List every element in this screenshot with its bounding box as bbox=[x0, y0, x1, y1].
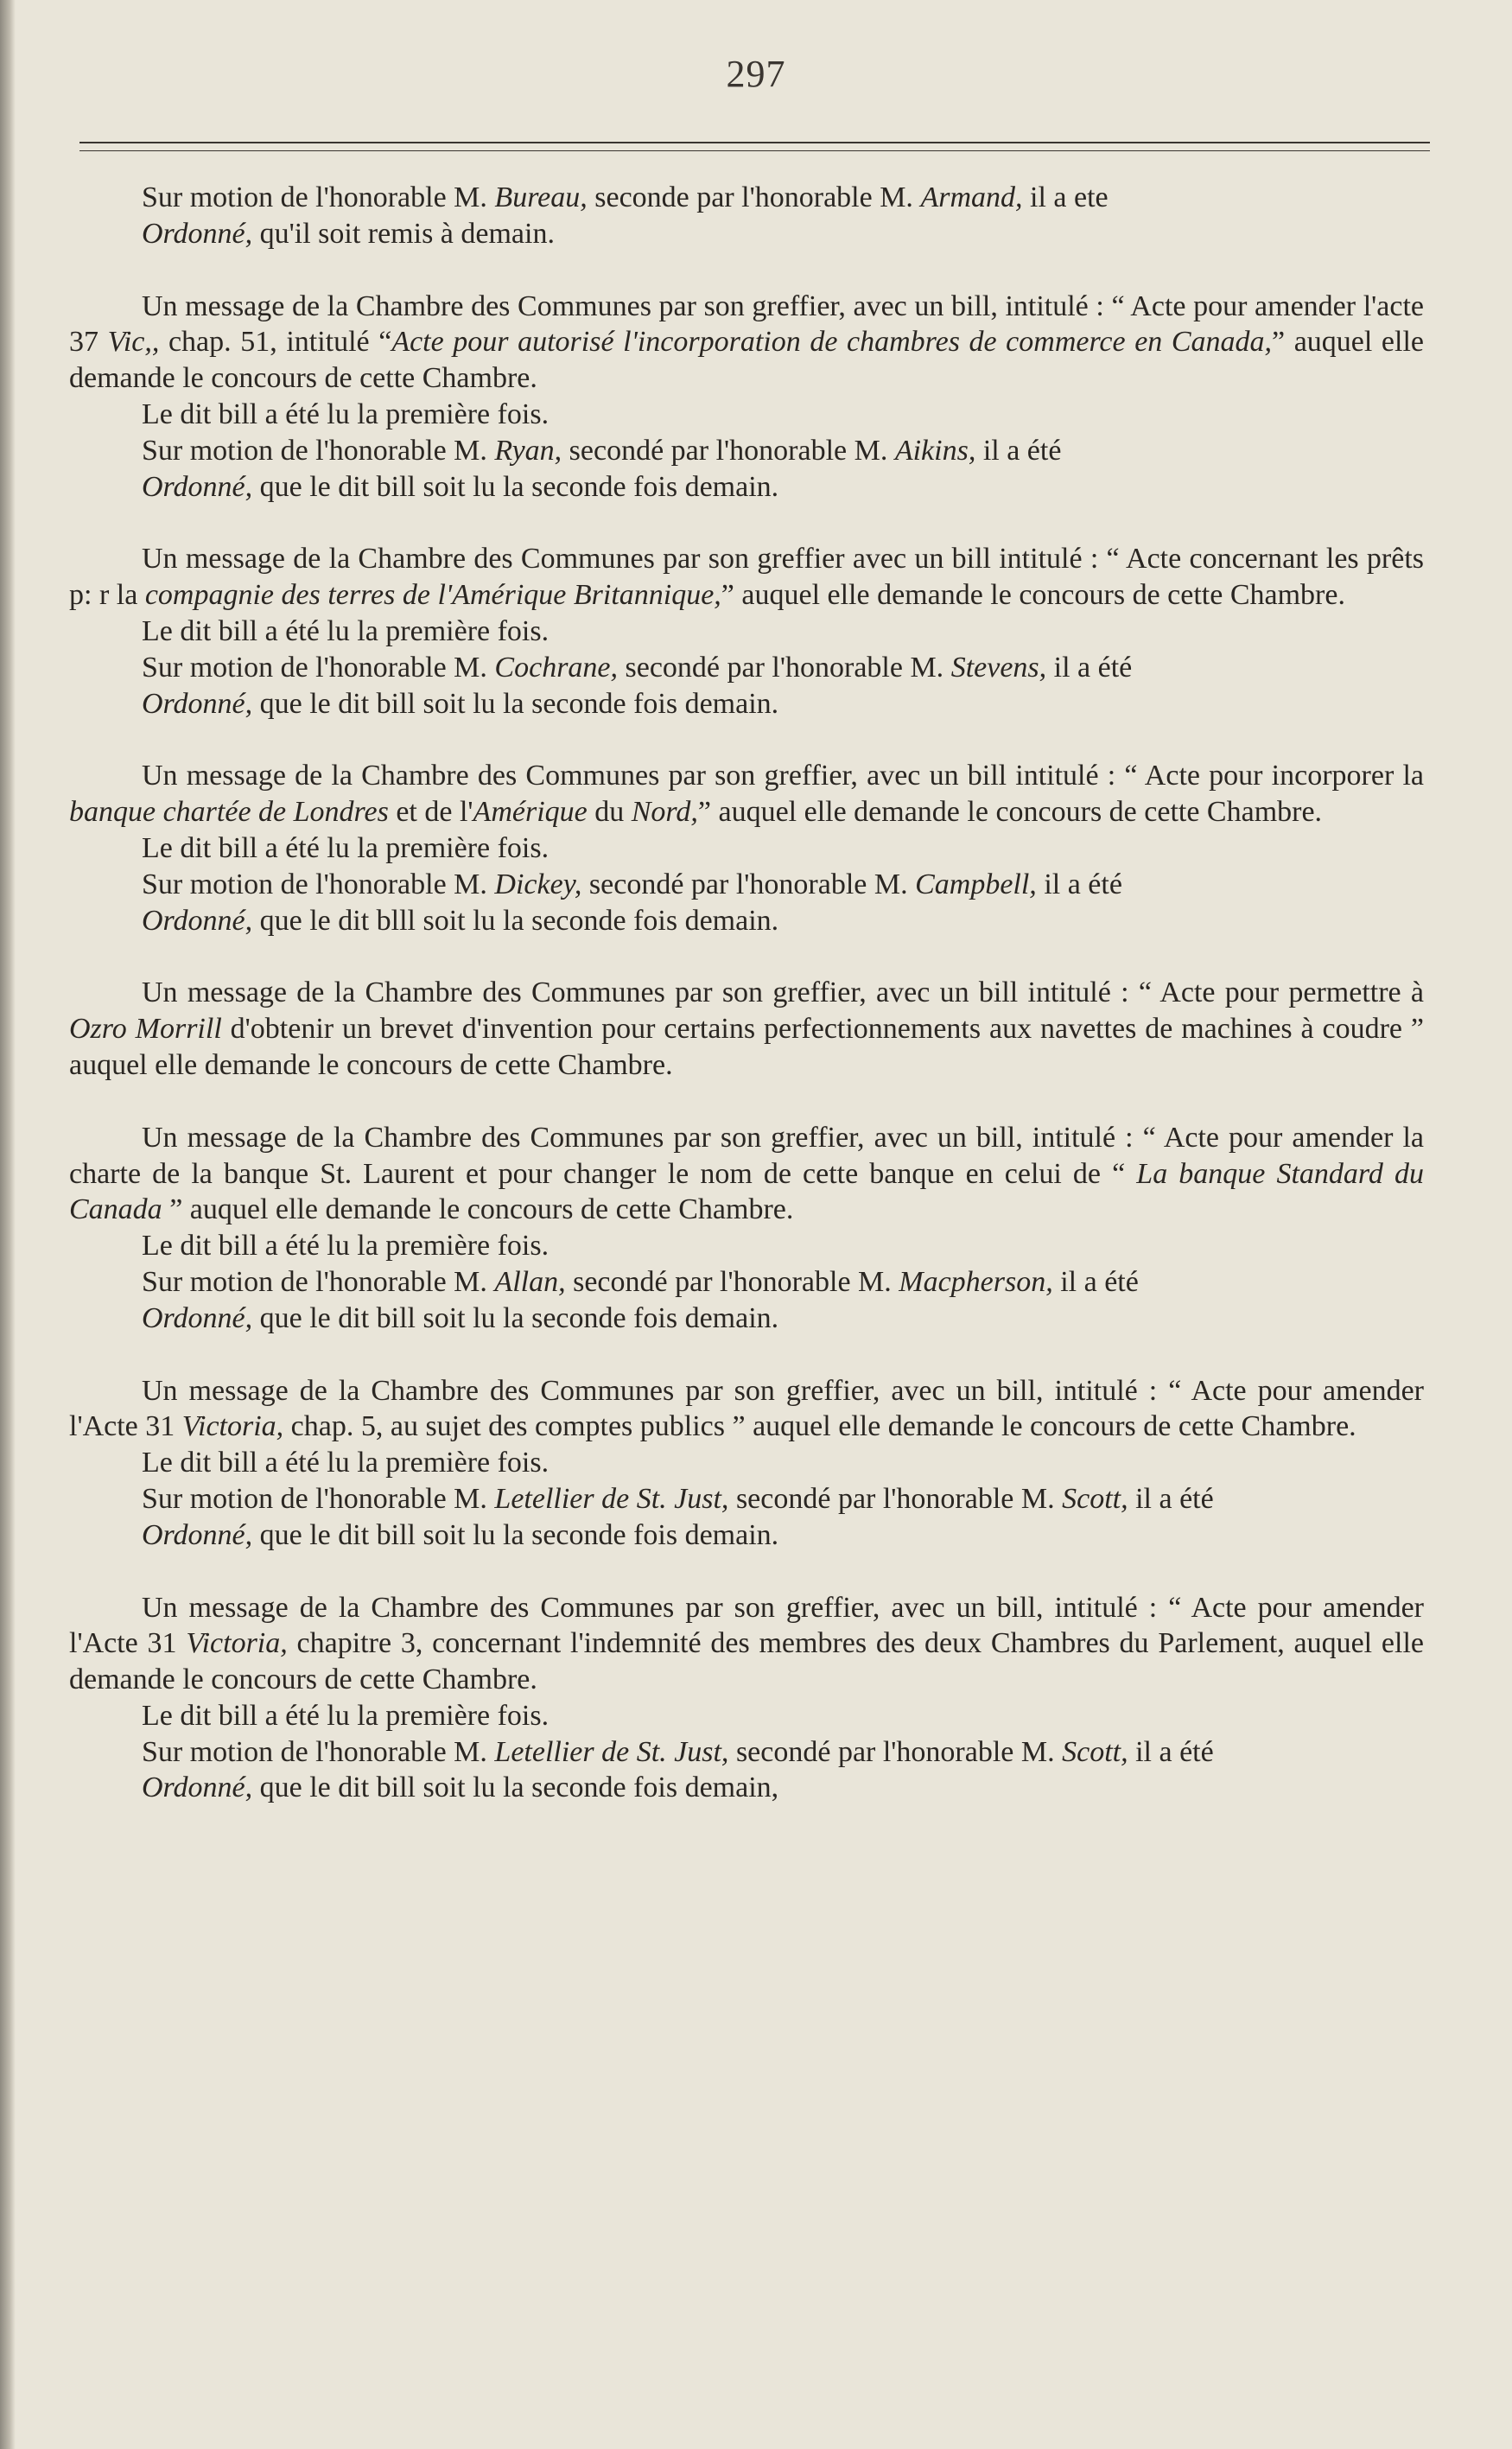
ordered-line bbox=[69, 469, 1424, 506]
message-paragraph bbox=[69, 1373, 1424, 1446]
reading-line: Le dit bill a été lu la première fois. bbox=[142, 1699, 550, 1732]
header-rule bbox=[79, 142, 1430, 143]
message-text: Un message de la Chambre des Communes par son greffier, avec un bill, intitulé : “ Acte pour amender l'Acte 31 bbox=[69, 1591, 1424, 1660]
mover-name: Cochrane, bbox=[494, 651, 619, 684]
ordered-label: Ordonné, bbox=[142, 687, 253, 720]
motion-text: Sur motion de l'honorable M. bbox=[142, 651, 495, 684]
motion-line bbox=[69, 433, 1424, 469]
ordered-text: que le dit blll soit lu la seconde fois demain. bbox=[252, 904, 779, 937]
message-text: ” auquel elle demande le concours de cette Chambre. bbox=[69, 326, 1424, 395]
motion-text: il a été bbox=[975, 434, 1062, 467]
motion-text: seconde par l'honorable M. bbox=[587, 181, 921, 213]
motion-text: Sur motion de l'honorable M. bbox=[142, 1265, 495, 1298]
ordered-label: Ordonné, bbox=[142, 217, 253, 250]
motion-text: secondé par l'honorable M. bbox=[562, 434, 895, 467]
motion-line bbox=[69, 180, 1424, 216]
message-italic: Vic,, bbox=[107, 326, 160, 359]
motion-text: Sur motion de l'honorable M. bbox=[142, 1482, 495, 1515]
message-paragraph bbox=[69, 1120, 1424, 1228]
motion-text: il a été bbox=[1052, 1265, 1139, 1298]
message-paragraph bbox=[69, 289, 1424, 397]
seconder-name: Scott, bbox=[1062, 1735, 1128, 1768]
entry-bill-indemnite-membres bbox=[69, 1590, 1424, 1807]
message-text: d'obtenir un brevet d'invention pour certains perfectionnements aux navettes de machines à coudre ” auquel elle demande le concours de cette Chambre. bbox=[69, 1013, 1424, 1081]
act-reference: Victoria, bbox=[186, 1627, 288, 1660]
bill-title: Amérique bbox=[473, 796, 588, 829]
mover-name: Allan, bbox=[494, 1265, 566, 1298]
ordered-line bbox=[69, 686, 1424, 722]
motion-text: il a été bbox=[1046, 651, 1133, 684]
message-text: Un message de la Chambre des Communes par son greffier, avec un bill intitulé : “ Acte pour permettre à bbox=[142, 976, 1424, 1009]
message-text: chap. 51, intitulé “ bbox=[159, 326, 392, 359]
motion-text: Sur motion de l'honorable M. bbox=[142, 1735, 495, 1768]
motion-text: Sur motion de l'honorable M. bbox=[142, 181, 495, 213]
ordered-text: qu'il soit remis à demain. bbox=[252, 217, 555, 250]
motion-line bbox=[69, 867, 1424, 903]
motion-line bbox=[69, 1264, 1424, 1301]
ordered-label: Ordonné, bbox=[142, 1301, 253, 1334]
reading-line: Le dit bill a été lu la première fois. bbox=[142, 398, 550, 430]
entry-bill-banque-st-laurent bbox=[69, 1120, 1424, 1337]
motion-line bbox=[69, 1734, 1424, 1771]
message-text: Un message de la Chambre des Communes par son greffier, avec un bill, intitulé : “ Acte pour amender l'Acte 31 bbox=[69, 1374, 1424, 1443]
motion-text: il a été bbox=[1128, 1735, 1214, 1768]
entry-bill-comptes-publics bbox=[69, 1373, 1424, 1554]
ordered-text: que le dit bill soit lu la seconde fois demain. bbox=[252, 470, 779, 503]
motion-text: il a été bbox=[1128, 1482, 1214, 1515]
seconder-name: Aikins, bbox=[894, 434, 976, 467]
page-number: 297 bbox=[726, 53, 786, 95]
message-paragraph bbox=[69, 1590, 1424, 1698]
message-paragraph bbox=[69, 758, 1424, 830]
mover-name: Dickey, bbox=[494, 868, 582, 900]
motion-line bbox=[69, 1481, 1424, 1517]
seconder-name: Armand, bbox=[920, 181, 1023, 213]
seconder-name: Stevens, bbox=[950, 651, 1047, 684]
reading-line: Le dit bill a été lu la première fois. bbox=[142, 1230, 550, 1263]
message-text: Un message de la Chambre des Communes par son greffier avec un bill intitulé : “ Acte concernant les prêts p: r la bbox=[69, 543, 1424, 612]
ordered-text: que le dit bill soit lu la seconde fois demain. bbox=[252, 1518, 779, 1551]
motion-text: il a été bbox=[1036, 868, 1122, 900]
ordered-label: Ordonné, bbox=[142, 1772, 253, 1804]
ordered-text: que le dit bill soit lu la seconde fois demain. bbox=[252, 1301, 779, 1334]
seconder-name: Scott, bbox=[1062, 1482, 1128, 1515]
mover-name: Bureau, bbox=[494, 181, 588, 213]
message-text: et de l' bbox=[388, 796, 473, 829]
seconder-name: Campbell, bbox=[915, 868, 1037, 900]
motion-text: secondé par l'honorable M. bbox=[728, 1482, 1063, 1515]
reading-line: Le dit bill a été lu la première fois. bbox=[142, 1447, 550, 1479]
bill-title: Nord, bbox=[631, 796, 698, 829]
ordered-line bbox=[69, 1770, 1424, 1806]
ordered-label: Ordonné, bbox=[142, 1518, 253, 1551]
motion-text: Sur motion de l'honorable M. bbox=[142, 868, 495, 900]
ordered-text: que le dit bill soit lu la seconde fois demain, bbox=[252, 1772, 779, 1804]
bill-title: compagnie des terres de l'Amérique Britannique, bbox=[144, 579, 721, 612]
page-binding-edge bbox=[0, 0, 16, 2449]
motion-text: secondé par l'honorable M. bbox=[565, 1265, 899, 1298]
message-text: du bbox=[587, 796, 632, 829]
message-paragraph bbox=[69, 975, 1424, 1083]
message-text: ” auquel elle demande le concours de cette Chambre. bbox=[162, 1193, 794, 1226]
mover-name: Letellier de St. Just, bbox=[494, 1482, 729, 1515]
entry-adjournment bbox=[69, 180, 1424, 252]
act-reference: Victoria, bbox=[181, 1410, 284, 1443]
message-text: ” auquel elle demande le concours de cette Chambre. bbox=[721, 579, 1345, 612]
bill-title: La banque Standard du Canada bbox=[69, 1157, 1424, 1226]
bill-title: banque chartée de Londres bbox=[69, 796, 389, 829]
bill-title: Acte pour autorisé l'incorporation de chambres de commerce en Canada, bbox=[391, 326, 1273, 359]
entry-bill-terres-amerique bbox=[69, 541, 1424, 722]
message-paragraph bbox=[69, 541, 1424, 614]
entry-bill-banque-londres bbox=[69, 758, 1424, 938]
ordered-label: Ordonné, bbox=[142, 904, 253, 937]
mover-name: Ryan, bbox=[494, 434, 562, 467]
person-name: Ozro Morrill bbox=[69, 1013, 222, 1046]
header-rule-thin bbox=[79, 150, 1430, 151]
message-text: chap. 5, au sujet des comptes publics ” auquel elle demande le concours de cette Chambre. bbox=[283, 1410, 1356, 1443]
motion-text: secondé par l'honorable M. bbox=[728, 1735, 1063, 1768]
motion-text: secondé par l'honorable M. bbox=[581, 868, 916, 900]
motion-text: Sur motion de l'honorable M. bbox=[142, 434, 495, 467]
ordered-line bbox=[69, 1517, 1424, 1554]
reading-line: Le dit bill a été lu la première fois. bbox=[142, 614, 550, 647]
proceedings-text bbox=[69, 180, 1424, 1842]
seconder-name: Macpherson, bbox=[899, 1265, 1053, 1298]
mover-name: Letellier de St. Just, bbox=[494, 1735, 729, 1768]
message-text: ” auquel elle demande le concours de cette Chambre. bbox=[697, 796, 1323, 829]
ordered-text: que le dit bill soit lu la seconde fois demain. bbox=[252, 687, 779, 720]
ordered-line bbox=[69, 903, 1424, 939]
message-text: Un message de la Chambre des Communes par son greffier, avec un bill intitulé : “ Acte pour incorporer la bbox=[142, 760, 1424, 792]
ordered-line bbox=[69, 216, 1424, 252]
entry-bill-ozro-morrill bbox=[69, 975, 1424, 1083]
motion-line bbox=[69, 650, 1424, 686]
motion-text: il a ete bbox=[1022, 181, 1109, 213]
entry-bill-chambres-de-commerce bbox=[69, 289, 1424, 506]
message-text: Un message de la Chambre des Communes par son greffier, avec un bill, intitulé : “ Acte pour amender l'acte 37 bbox=[69, 289, 1424, 359]
ordered-line bbox=[69, 1301, 1424, 1337]
message-text: chapitre 3, concernant l'indemnité des membres des deux Chambres du Parlement, auquel elle demande le concours de cette Chambre. bbox=[69, 1627, 1424, 1696]
message-text: Un message de la Chambre des Communes par son greffier, avec un bill, intitulé : “ Acte pour amender la charte de la banque St. Laurent et pour changer le nom de cette banque en celui de “ bbox=[69, 1121, 1424, 1190]
motion-text: secondé par l'honorable M. bbox=[618, 651, 951, 684]
reading-line: Le dit bill a été lu la première fois. bbox=[142, 831, 550, 864]
ordered-label: Ordonné, bbox=[142, 470, 253, 503]
